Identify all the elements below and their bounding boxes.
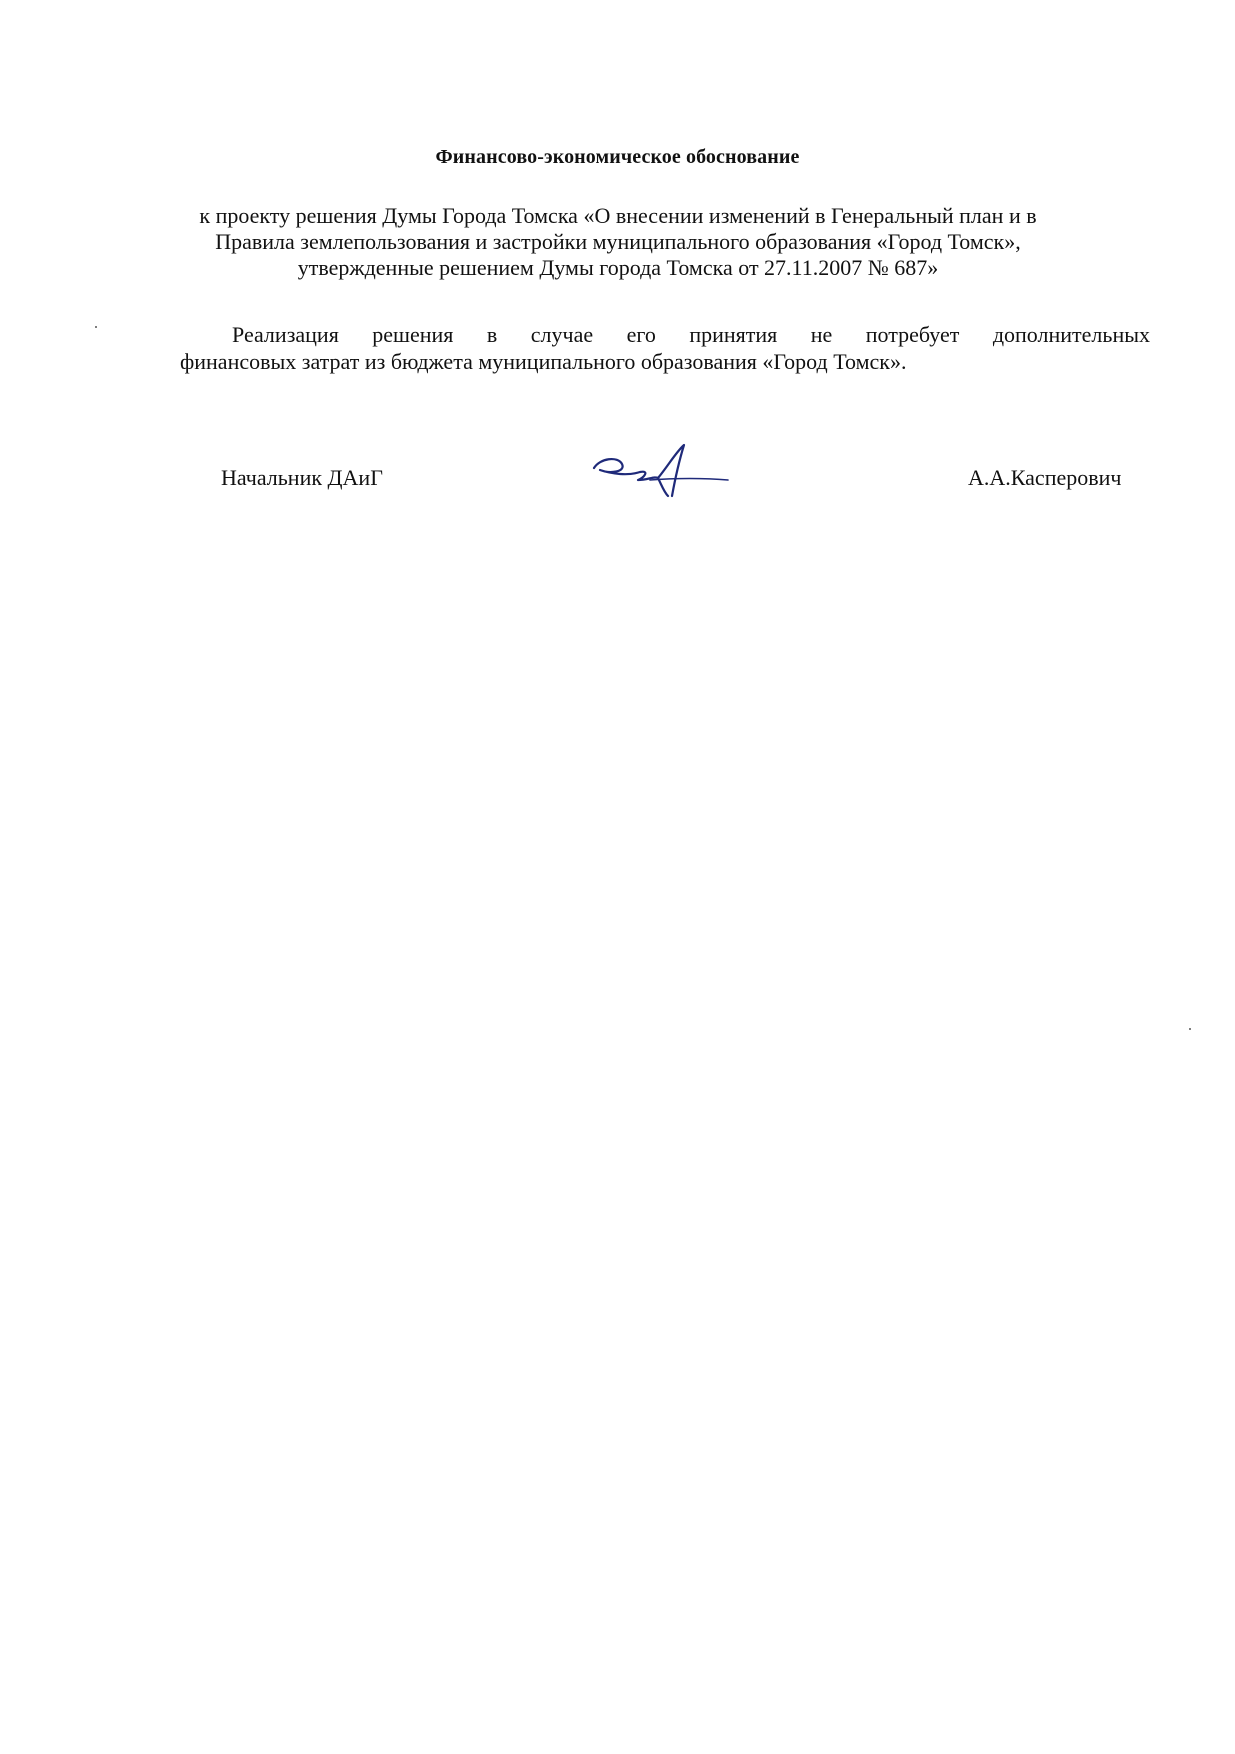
scan-speck bbox=[1189, 1028, 1191, 1030]
signer-position: Начальник ДАиГ bbox=[221, 465, 383, 490]
subtitle-line: к проекту решения Думы Города Томска «О внесении изменений в Генеральный план и в bbox=[199, 203, 1037, 228]
signer-name: А.А.Касперович bbox=[968, 465, 1122, 490]
subtitle-line: утвержденные решением Думы города Томска от 27.11.2007 № 687» bbox=[297, 255, 939, 280]
body-paragraph bbox=[180, 321, 1150, 375]
scan-speck bbox=[95, 326, 97, 328]
signature-block bbox=[0, 440, 1235, 520]
body-line: Реализация решения в случае его принятия не потребует дополнительных bbox=[232, 322, 1150, 347]
document-subtitle bbox=[118, 203, 1118, 281]
signature-icon bbox=[580, 440, 735, 515]
body-line: финансовых затрат из бюджета муниципального образования «Город Томск». bbox=[180, 349, 907, 374]
subtitle-line: Правила землепользования и застройки муниципального образования «Город Томск», bbox=[215, 229, 1021, 254]
document-title: Финансово-экономическое обоснование bbox=[435, 146, 800, 168]
